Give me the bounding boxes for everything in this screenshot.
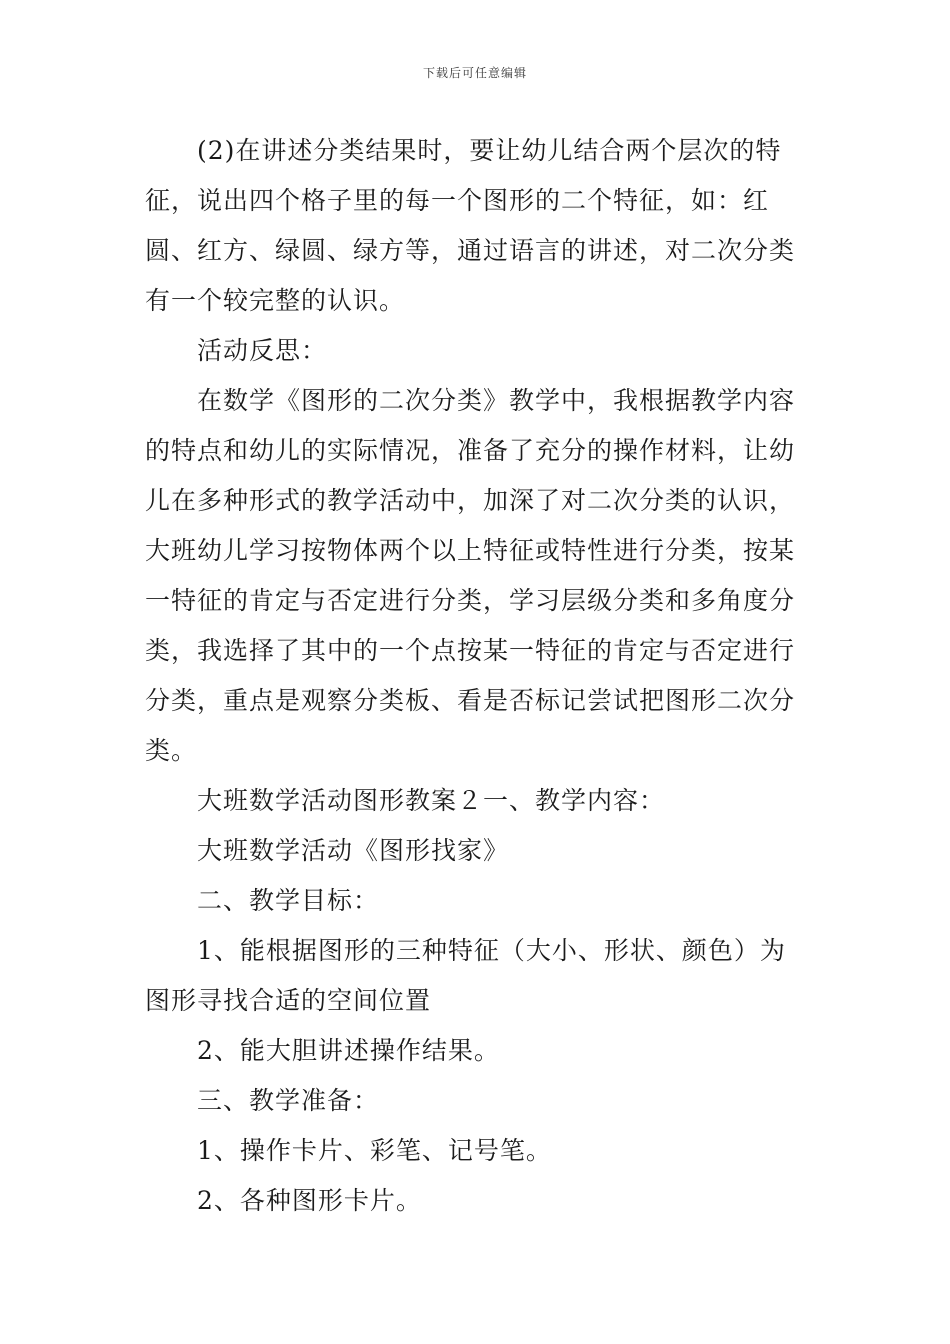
- document-body: [145, 126, 810, 1226]
- paragraph-activity-name: 大班数学活动《图形找家》: [197, 836, 510, 865]
- paragraph-reflection-body: 在数学《图形的二次分类》教学中，我根据教学内容的特点和幼儿的实际情况，准备了充分的操作材料，让幼儿在多种形式的教学活动中，加深了对二次分类的认识，大班幼儿学习按物体两个以上特征或特性进行分类，按某一特征的肯定与否定进行分类，学习层级分类和多角度分类，我选择了其中的一个点按某一特征的肯定与否定进行分类，重点是观察分类板、看是否标记尝试把图形二次分类。: [145, 386, 796, 765]
- paragraph-preparation-heading: 三、教学准备：: [197, 1086, 380, 1115]
- paragraph-preparation-2: 2、各种图形卡片。: [197, 1186, 422, 1215]
- paragraph-reflection-heading: 活动反思：: [197, 336, 328, 365]
- header-note: 下载后可任意编辑: [422, 66, 527, 80]
- paragraph-lesson-plan-title: 大班数学活动图形教案２一、教学内容：: [197, 786, 666, 815]
- paragraph-goals-heading: 二、教学目标：: [197, 886, 380, 915]
- paragraph-goal-1: 1、能根据图形的三种特征（大小、形状、颜色）为图形寻找合适的空间位置: [145, 936, 786, 1015]
- paragraph-classification-explanation: (2)在讲述分类结果时，要让幼儿结合两个层次的特征，说出四个格子里的每一个图形的二个特征，如：红圆、红方、绿圆、绿方等，通过语言的讲述，对二次分类有一个较完整的认识。: [145, 136, 796, 315]
- paragraph-goal-2: 2、能大胆讲述操作结果。: [197, 1036, 500, 1065]
- paragraph-preparation-1: 1、操作卡片、彩笔、记号笔。: [197, 1136, 552, 1165]
